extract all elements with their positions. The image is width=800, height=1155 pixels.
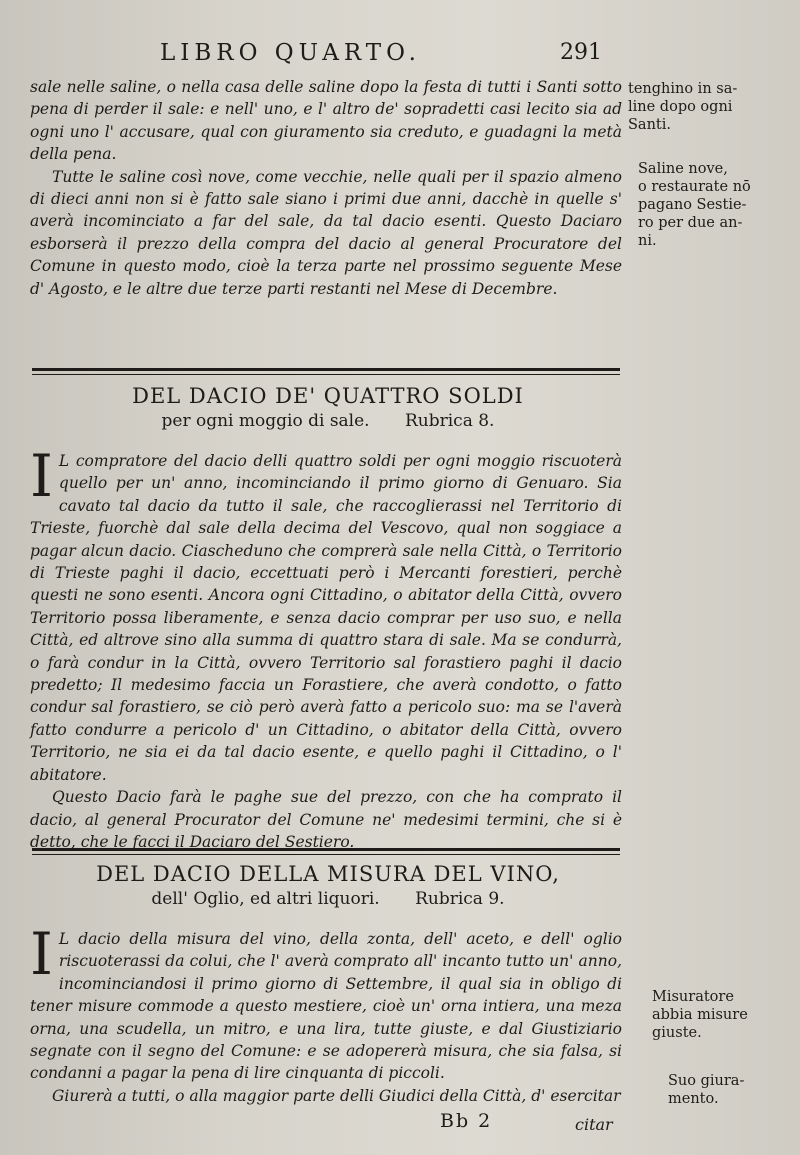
- subtitle-text: dell' Oglio, ed altri liquori.: [151, 889, 380, 909]
- margin-note: [668, 1072, 744, 1108]
- margin-note-line: Santi.: [628, 117, 671, 133]
- margin-note: [628, 80, 737, 134]
- margin-note-line: mento.: [668, 1091, 719, 1107]
- margin-note-line: Misuratore: [652, 989, 734, 1005]
- margin-note-line: giuste.: [652, 1025, 702, 1041]
- section-subtitle: [30, 411, 626, 431]
- section-misura-vino-body: [30, 920, 622, 1107]
- margin-note-line: ni.: [638, 233, 657, 249]
- margin-note: [638, 160, 751, 250]
- paragraph: Questo Dacio farà le paghe sue del prezzo, con che ha comprato il dacio, al general Procurator del Comune ne' medesimi termini, che si è detto, che le facci il Daciaro del Sestiero.: [30, 788, 622, 851]
- section-subtitle: [30, 889, 626, 909]
- section-dacio-quattro-soldi-body: [30, 442, 622, 853]
- paragraph-text: L dacio della misura del vino, della zonta, dell' aceto, e dell' oglio riscuoterassi da colui, che l' averà comprato all' incanto tutto un' anno, incominciandosi il primo giorno di Settembre, il qual sia in obligo di tener misure commode a questo mestiere, cioè un' orna intiera, una meza orna, una scudella, un mitro, e una lira, tutte giuste, e dal Giustiziario segnate con il segno del Comune: e se adopererà misura, che sia falsa, si condanni a pagar la pena di lire cinquanta di piccoli.: [30, 930, 622, 1083]
- section-title: DEL DACIO DE' QUATTRO SOLDI: [132, 384, 524, 408]
- paragraph: sale nelle saline, o nella casa delle saline dopo la festa di tutti i Santi sotto pena di perder il sale: e nell' uno, e l' altro de' sopradetti casi lecito sia ad ogni uno l' accusare, qual con giuramento sia creduto, e guadagni la metà della pena.: [30, 78, 622, 164]
- margin-note-line: tenghino in sa-: [628, 81, 738, 97]
- margin-note-line: line dopo ogni: [628, 99, 733, 115]
- signature-mark: Bb 2: [440, 1110, 493, 1132]
- paragraph-text: L compratore del dacio delli quattro soldi per ogni moggio riscuoterà quello per un' anno, incominciando il primo giorno di Genuaro. Sia cavato tal dacio da tutto il sale, che raccoglierassi nel Territorio di Trieste, fuorchè dal sale della decima del Vescovo, qual non soggiace a pagar alcun dacio. Ciascheduno che comprerà sale nella Città, o Territorio di Trieste paghi il dacio, eccettuati però i Mercanti forestieri, perchè questi ne sono esenti. Ancora ogni Cittadino, o abitator della Città, ovvero Territorio possa liberamente, e senza dacio comprar per uso suo, e nella Città, ed altrove sino alla summa di quattro stara di sale. Ma se condurrà, o farà condur in la Città, ovvero Territorio sal forastiero paghi il dacio predetto; Il medesimo faccia un Forastiere, che averà condotto, o fatto condur sal forastiero, se ciò però averà fatto a pericolo suo: ma se l'averà fatto condurre a pericolo d' un Cittadino, o abitator della Città, ovvero Territorio, ne sia ei da tal dacio esente, e quello paghi il Cittadino, o l' abitatore.: [30, 452, 622, 784]
- catchword: citar: [575, 1115, 613, 1134]
- section-title: DEL DACIO DELLA MISURA DEL VINO,: [96, 862, 560, 886]
- margin-note-line: abbia misure: [652, 1007, 748, 1023]
- paragraph: [30, 442, 622, 786]
- section-divider-rule: [32, 368, 620, 371]
- section-divider-rule: [32, 848, 620, 851]
- drop-cap: I: [30, 442, 53, 510]
- paragraph: Giurerà a tutti, o alla maggior parte delli Giudici della Città, d' esercitar: [52, 1086, 621, 1105]
- section1-continuation: [30, 76, 622, 300]
- margin-note-line: ro per due an-: [638, 215, 743, 231]
- margin-note-line: Saline nove,: [638, 161, 728, 177]
- drop-cap: I: [30, 920, 53, 988]
- rubrica-label: Rubrica 9.: [415, 889, 505, 909]
- margin-note: [652, 988, 748, 1042]
- paragraph: Tutte le saline così nove, come vecchie, nelle quali per il spazio almeno di dieci anni non si è fatto sale siano i primi due anni, dacchè in quelle s' averà incominciato a far del sale, da tal dacio esenti. Questo Daciaro esborserà il prezzo della compra del dacio al general Procuratore del Comune in questo modo, cioè la terza parte nel prossimo seguente Mese d' Agosto, e le altre due terze parti restanti nel Mese di Decembre.: [30, 167, 622, 298]
- margin-note-line: pagano Sestie-: [638, 197, 747, 213]
- margin-note-line: o restaurate nō: [638, 179, 751, 195]
- paragraph: [30, 920, 622, 1085]
- subtitle-text: per ogni moggio di sale.: [161, 411, 370, 431]
- margin-note-line: Suo giura-: [668, 1073, 745, 1089]
- running-title: LIBRO QUARTO.: [160, 40, 421, 66]
- page-number: 291: [560, 40, 602, 65]
- rubrica-label: Rubrica 8.: [404, 411, 495, 431]
